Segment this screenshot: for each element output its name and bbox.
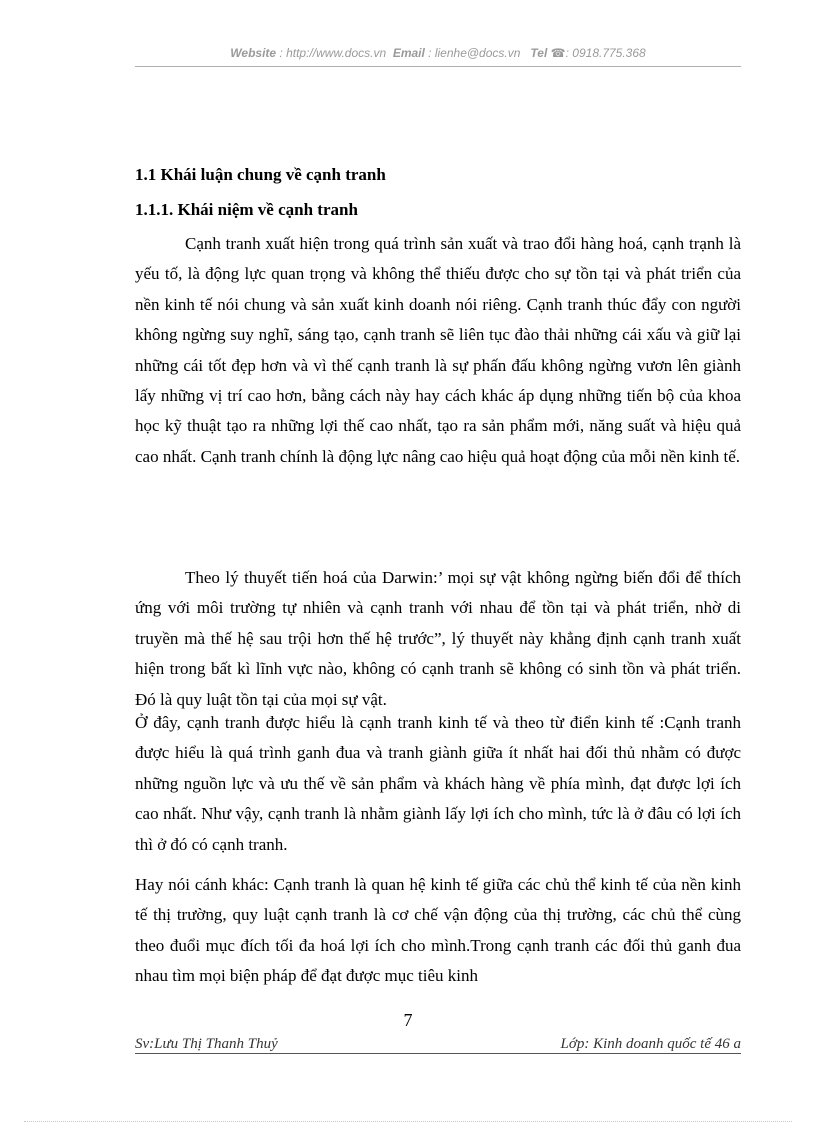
header-email-value: : lienhe@docs.vn [428, 46, 521, 60]
paragraph-3: Ở đây, cạnh tranh được hiểu là cạnh tranh kinh tế và theo từ điển kinh tế :Cạnh tranh được hiểu là quá trình ganh đua và tranh giành giữa ít nhất hai đối thủ nhằm có được những nguồn lực và ưu thế về sản phẩm và khách hàng về phía mình, đạt được lợi ích cao nhất. Như vậy, cạnh tranh là nhằm giành lấy lợi ích cho mình, tức là ở đâu có lợi ích thì ở đó có cạnh tranh. [135, 713, 741, 854]
page-number: 7 [403, 1010, 413, 1030]
section-heading: 1.1 Khái luận chung về cạnh tranh [135, 165, 386, 184]
footer-student: Sv:Lưu Thị Thanh Thuỷ [135, 1036, 278, 1052]
paragraph-1: Cạnh tranh xuất hiện trong quá trình sản xuất và trao đổi hàng hoá, cạnh trạnh là yếu tố, là động lực quan trọng và không thể thiếu được cho sự tồn tại và phát triển của nền kinh tế nói chung và sản xuất kinh doanh nói riêng. Cạnh tranh thúc đẩy con người không ngừng suy nghĩ, sáng tạo, cạnh tranh sẽ liên tục đào thải những cái xấu và giữ lại những cái tốt đẹp hơn và vì thế cạnh tranh là sự phấn đấu không ngừng vươn lên giành lấy những vị trí cao hơn, bằng cách này hay cách khác áp dụng những tiến bộ của khoa học kỹ thuật tạo ra những lợi thế cao nhất, tạo ra sản phẩm mới, năng suất và hiệu quả cao nhất. Cạnh tranh chính là động lực nâng cao hiệu quả hoạt động của mỗi nền kinh tế. [135, 234, 741, 466]
header-rule [135, 66, 741, 67]
paragraph-4: Hay nói cánh khác: Cạnh tranh là quan hệ kinh tế giữa các chủ thể kinh tế của nền kinh tế thị trường, quy luật cạnh tranh là cơ chế vận động của thị trường, các chủ thể cùng theo đuổi mục đích tối đa hoá lợi ích cho mình.Trong cạnh tranh các đối thủ ganh đua nhau tìm mọi biện pháp để đạt được mục tiêu kinh [135, 875, 741, 986]
phone-icon: ☎ [550, 46, 566, 60]
footer-rule [135, 1053, 741, 1054]
header-website-label: Website [230, 46, 277, 60]
header-email-label: Email [392, 46, 425, 60]
header-tel-label: Tel [530, 46, 548, 60]
page-footer [135, 1036, 741, 1056]
header-website-value: : http://www.docs.vn [279, 46, 387, 60]
paragraph-2: Theo lý thuyết tiến hoá của Darwin:’ mọi sự vật không ngừng biến đổi để thích ứng với môi trường tự nhiên và cạnh tranh với nhau để tồn tại và phát triển, nhờ di truyền mà thế hệ sau trội hơn thế hệ trước”, lý thuyết này khẳng định cạnh tranh xuất hiện trong bất kì lĩnh vực nào, không có cạnh tranh sẽ không có sinh tồn và phát triển. Đó là quy luật tồn tại của mọi sự vật. [135, 568, 741, 709]
page-edge [24, 1121, 792, 1122]
footer-class: Lớp: Kinh doanh quốc tế 46 a [560, 1036, 741, 1052]
subsection-heading: 1.1.1. Khái niệm về cạnh tranh [135, 200, 358, 219]
page-header [135, 46, 741, 68]
header-tel-value: : 0918.775.368 [565, 46, 646, 60]
